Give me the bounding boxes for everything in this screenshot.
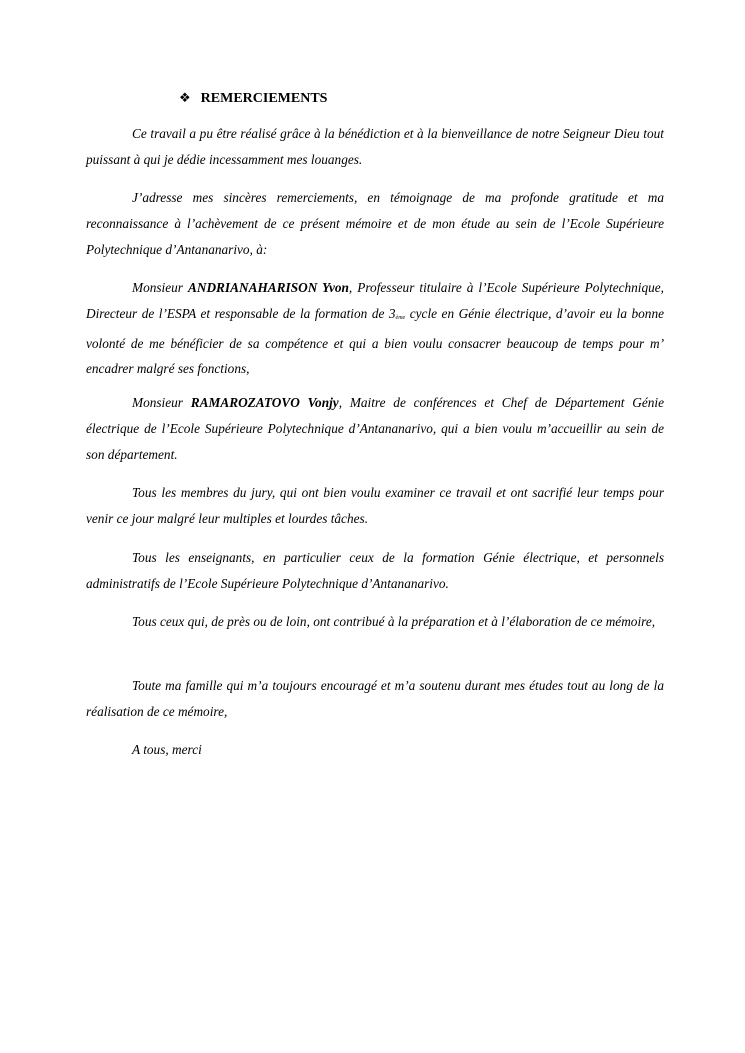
department-head-name: RAMAROZATOVO Vonjy bbox=[190, 395, 339, 410]
paragraph-teachers: Tous les enseignants, en particulier ceux de la formation Génie électrique, et personnels administratifs de l’Ecole Supérieure Polytechnique d’Antananarivo. bbox=[86, 550, 664, 591]
paragraph-family: Toute ma famille qui m’a toujours encouragé et m’a soutenu durant mes études tout au long de la réalisation de ce mémoire, bbox=[86, 678, 664, 719]
director-text-b: cycle en Génie électrique, d’avoir eu la bonne volonté de me bénéficier de sa compétence et qui a bien voulu consacrer beaucoup de temps pour m’ encadrer malgré ses fonctions, bbox=[86, 305, 665, 377]
director-name: ANDRIANAHARISON Yvon bbox=[187, 280, 349, 295]
director-superscript: ème bbox=[395, 314, 406, 321]
paragraph-gratitude: J’adresse mes sincères remerciements, en témoignage de ma profonde gratitude et ma reconnaissance à l’achèvement de ce présent mémoire et de mon étude au sein de l’Ecole Supérieure Polytechnique d’Antananarivo, à: bbox=[86, 190, 664, 257]
paragraph-jury: Tous les membres du jury, qui ont bien voulu examiner ce travail et ont sacrifié leur temps pour venir ce jour malgré leur multiples et lourdes tâches. bbox=[86, 485, 664, 526]
paragraph-contributors: Tous ceux qui, de près ou de loin, ont contribué à la préparation et à l’élaboration de ce mémoire, bbox=[132, 614, 656, 629]
document-page bbox=[86, 0, 664, 1053]
department-head-prefix: Monsieur bbox=[132, 395, 191, 410]
paragraph-blessing: Ce travail a pu être réalisé grâce à la bénédiction et à la bienveillance de notre Seigneur Dieu tout puissant à qui je dédie incessamment mes louanges. bbox=[86, 126, 664, 167]
director-prefix: Monsieur bbox=[132, 280, 188, 295]
section-heading bbox=[179, 88, 327, 109]
heading-title: REMERCIEMENTS bbox=[200, 91, 328, 106]
department-head-text: , Maitre de conférences et Chef de Département Génie électrique de l’Ecole Supérieure Polytechnique d’Antananarivo, qui a bien voulu m’accueillir au sein de son département. bbox=[86, 395, 664, 462]
paragraph-director bbox=[86, 275, 664, 382]
paragraph-department-head bbox=[86, 390, 664, 467]
paragraph-closing: A tous, merci bbox=[132, 742, 202, 757]
diamond-bullet-icon: ❖ bbox=[179, 90, 191, 105]
director-text-a: , Professeur titulaire à l’Ecole Supérieure Polytechnique, Directeur de l’ESPA et responsable de la formation de 3 bbox=[86, 280, 665, 321]
